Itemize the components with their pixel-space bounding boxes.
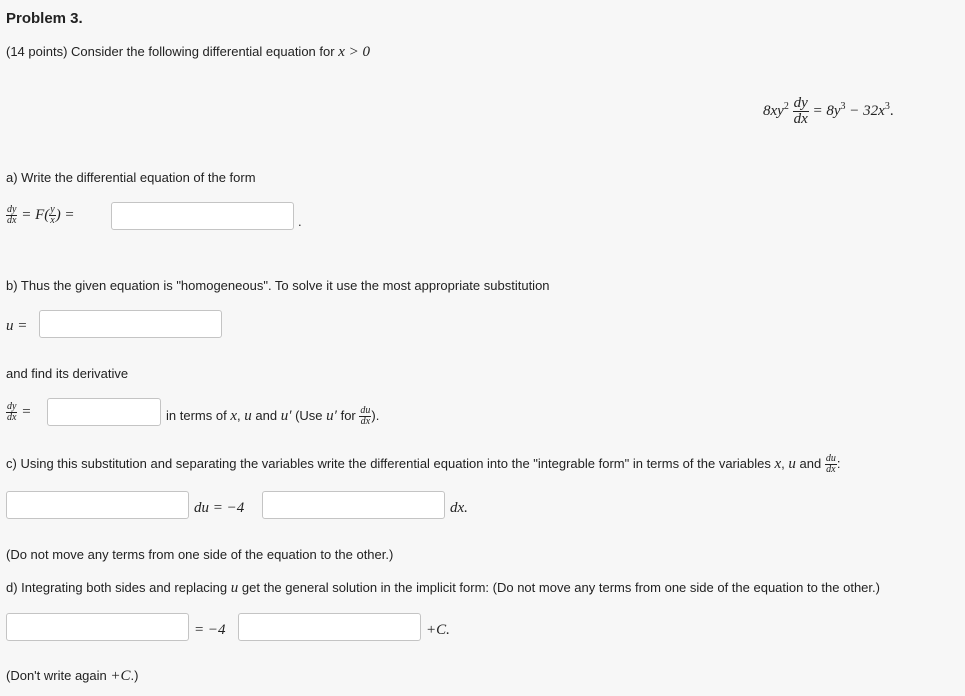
problem-title: Problem 3. <box>6 10 83 27</box>
part-d-left-input[interactable] <box>6 613 189 641</box>
part-b-u-input[interactable] <box>39 310 222 338</box>
part-b-terms <box>166 406 379 427</box>
part-d-line <box>6 580 880 597</box>
intro-text: (14 points) Consider the following differential equation for <box>6 44 335 59</box>
part-b-deriv-den: dx <box>7 412 17 423</box>
part-c-colon: : <box>836 455 841 471</box>
part-d-right-input[interactable] <box>238 613 421 641</box>
part-b-for: for <box>340 407 356 423</box>
part-c-frac <box>825 454 837 475</box>
part-b-use-num: du <box>360 405 371 416</box>
part-a-dot: . <box>298 214 302 229</box>
part-d-note-prefix: (Don't write again <box>6 668 107 683</box>
main-equation <box>763 96 894 127</box>
part-c-dx-label: dx. <box>450 500 468 516</box>
part-b-deriv-formula <box>6 402 31 423</box>
main-eq-end: . <box>889 102 894 119</box>
part-b-text: b) Thus the given equation is "homogeneous". To solve it use the most appropriate substitution <box>6 278 550 293</box>
part-b-close: ). <box>371 407 380 423</box>
part-b-var-uprime: u′ <box>280 407 292 424</box>
part-b-deriv <box>6 402 17 423</box>
problem-intro <box>6 44 370 61</box>
part-d-note <box>6 668 138 685</box>
main-eq-rhs-b: − 32x <box>845 102 885 119</box>
main-eq-rhs-a-pow: 3 <box>840 100 846 112</box>
part-b-eq-sign: = <box>21 403 32 420</box>
part-c-frac-den: dx <box>826 464 836 475</box>
part-a-middle: = F( <box>21 206 50 223</box>
main-eq-rhs-a: = 8y <box>812 102 841 119</box>
part-d-note-suffix: .) <box>130 668 139 683</box>
part-b-deriv-text: and find its derivative <box>6 366 129 381</box>
part-b-var-u: u <box>244 407 252 424</box>
part-b-deriv-input[interactable] <box>47 398 161 426</box>
main-eq-derivative <box>793 96 809 127</box>
part-c-du-label: du = −4 <box>194 500 245 516</box>
main-eq-lhs-pow: 2 <box>783 100 789 112</box>
part-b-use-den: dx <box>360 416 371 427</box>
part-d-text-after: get the general solution in the implicit form: (Do not move any terms from one side of the equation to the other.) <box>241 580 880 595</box>
main-eq-rhs-b-pow: 3 <box>884 100 890 112</box>
part-a-formula <box>6 205 75 226</box>
part-b-deriv-num: dy <box>7 401 17 412</box>
main-eq-lhs-coef: 8xy <box>763 102 784 119</box>
part-d-text: d) Integrating both sides and replacing <box>6 580 228 595</box>
part-b-terms-prefix: in terms of <box>166 407 227 423</box>
part-a-deriv-den: dx <box>7 215 17 226</box>
main-eq-deriv-den: dx <box>793 111 808 127</box>
part-c-left-input[interactable] <box>6 491 189 519</box>
main-eq-deriv-num: dy <box>793 95 808 111</box>
part-c-text: c) Using this substitution and separating the variables write the differential equation into the "integrable form" in terms of the variables <box>6 455 771 471</box>
part-c-comma: , <box>781 455 785 471</box>
part-c-frac-num: du <box>825 453 836 464</box>
part-b-and: and <box>255 407 278 423</box>
part-a-deriv <box>6 205 17 226</box>
part-d-note-c: +C <box>110 668 131 684</box>
part-a-ratio-den: x <box>50 215 55 226</box>
intro-condition: x > 0 <box>338 44 370 60</box>
part-c-var-u: u <box>788 455 796 472</box>
part-d-plus-c: +C. <box>426 622 450 638</box>
part-d-var-u: u <box>230 580 239 596</box>
part-c-line <box>6 454 840 475</box>
part-c-and: and <box>799 455 822 471</box>
part-a-ratio-num: y <box>50 204 55 215</box>
part-c-right-input[interactable] <box>262 491 445 519</box>
part-d-eq-label: = −4 <box>194 622 226 638</box>
part-a-text: a) Write the differential equation of the form <box>6 170 256 185</box>
part-b-use-prefix: (Use <box>295 407 323 423</box>
part-b-u-label: u = <box>6 318 28 334</box>
part-a-after: ) = <box>55 206 75 223</box>
part-b-comma: , <box>236 407 241 423</box>
part-b-var-uprime-b: u′ <box>326 407 337 424</box>
part-b-use-frac <box>359 406 371 427</box>
part-a-answer-input[interactable] <box>111 202 294 230</box>
part-c-var-x: x <box>774 455 782 472</box>
part-c-note: (Do not move any terms from one side of the equation to the other.) <box>6 547 394 562</box>
part-a-deriv-num: dy <box>7 204 17 215</box>
part-b-var-x: x <box>230 407 237 424</box>
